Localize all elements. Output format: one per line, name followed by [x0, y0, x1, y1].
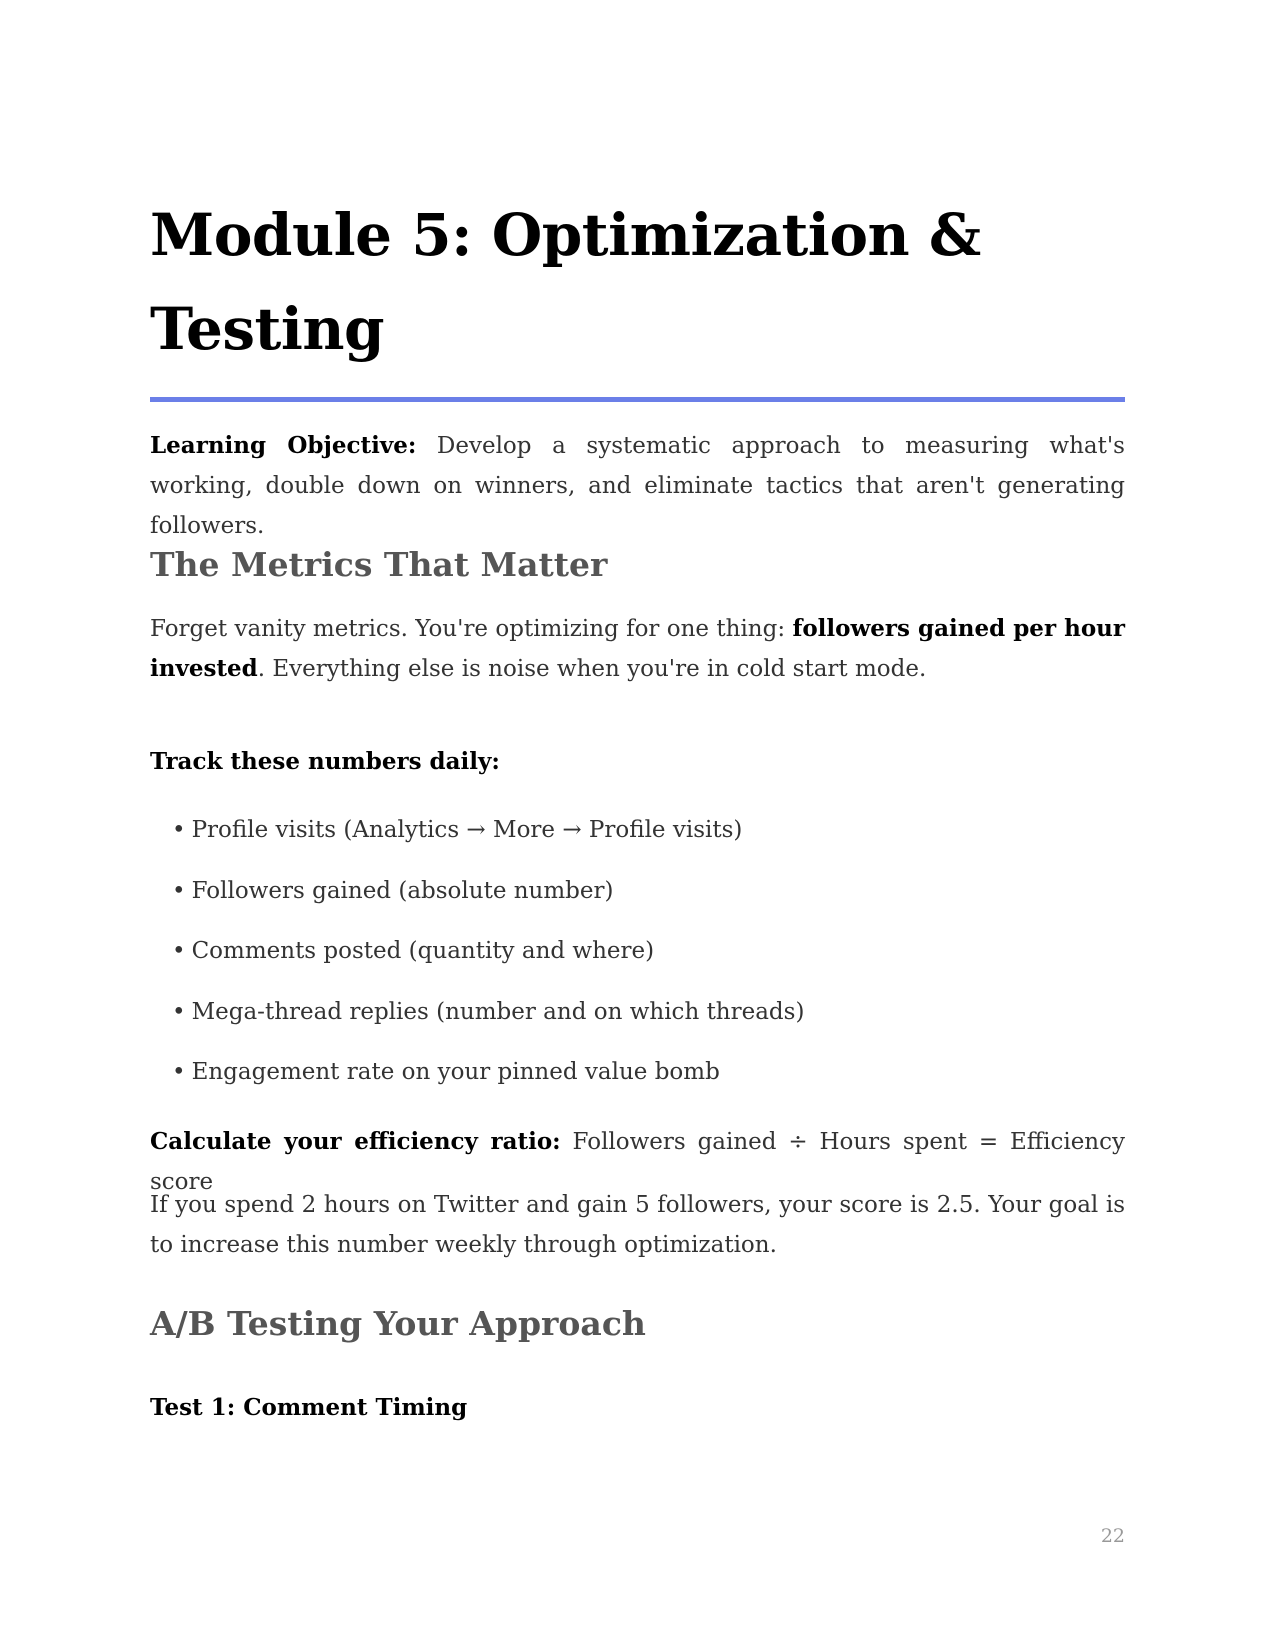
metrics-intro-text-end: . Everything else is noise when you're in cold start mode. [257, 656, 927, 682]
list-item [172, 931, 804, 992]
list-item [172, 1052, 804, 1113]
metrics-intro-text: Forget vanity metrics. You're optimizing for one thing: [150, 616, 793, 642]
list-item-text: Engagement rate on your pinned value bomb [191, 1059, 720, 1085]
bullet-icon: • [172, 817, 186, 843]
track-list [172, 810, 804, 1113]
efficiency-example: If you spend 2 hours on Twitter and gain 5 followers, your score is 2.5. Your goal is to increase this number weekly through optimization. [150, 1192, 1125, 1258]
bullet-icon: • [172, 938, 186, 964]
metrics-intro [150, 609, 1125, 689]
list-item-text: Mega-thread replies (number and on which threads) [191, 998, 805, 1025]
list-item [172, 810, 804, 871]
list-item [172, 871, 804, 932]
efficiency-ratio-text: Followers gained ÷ Hours spent = Efficiency score [150, 1129, 1125, 1195]
track-heading: Track these numbers daily: [150, 748, 500, 775]
bullet-icon: • [172, 1059, 186, 1085]
bullet-icon: • [172, 998, 186, 1025]
section-heading-ab-testing: A/B Testing Your Approach [150, 1304, 646, 1343]
section-heading-metrics: The Metrics That Matter [150, 545, 608, 584]
bullet-icon: • [172, 877, 186, 904]
test1-heading: Test 1: Comment Timing [150, 1394, 468, 1421]
learning-objective-text: Develop a systematic approach to measuring what's working, double down on winners, and eliminate tactics that aren't generating followers. [150, 433, 1125, 539]
list-item-text: Followers gained (absolute number) [191, 877, 614, 904]
list-item [172, 992, 804, 1053]
page-number: 22 [1100, 1525, 1125, 1547]
learning-objective [150, 426, 1125, 546]
page-title: Module 5: Optimization & Testing [150, 201, 981, 363]
list-item-text: Comments posted (quantity and where) [191, 938, 655, 964]
learning-objective-label: Learning Objective: [150, 432, 417, 459]
efficiency-ratio-label: Calculate your efficiency ratio: [150, 1128, 561, 1155]
title-divider [150, 397, 1125, 402]
document-page [150, 0, 1125, 1650]
metrics-intro-emphasis: followers gained per hour invested [150, 615, 1126, 682]
list-item-text: Profile visits (Analytics → More → Profile visits) [191, 817, 743, 843]
